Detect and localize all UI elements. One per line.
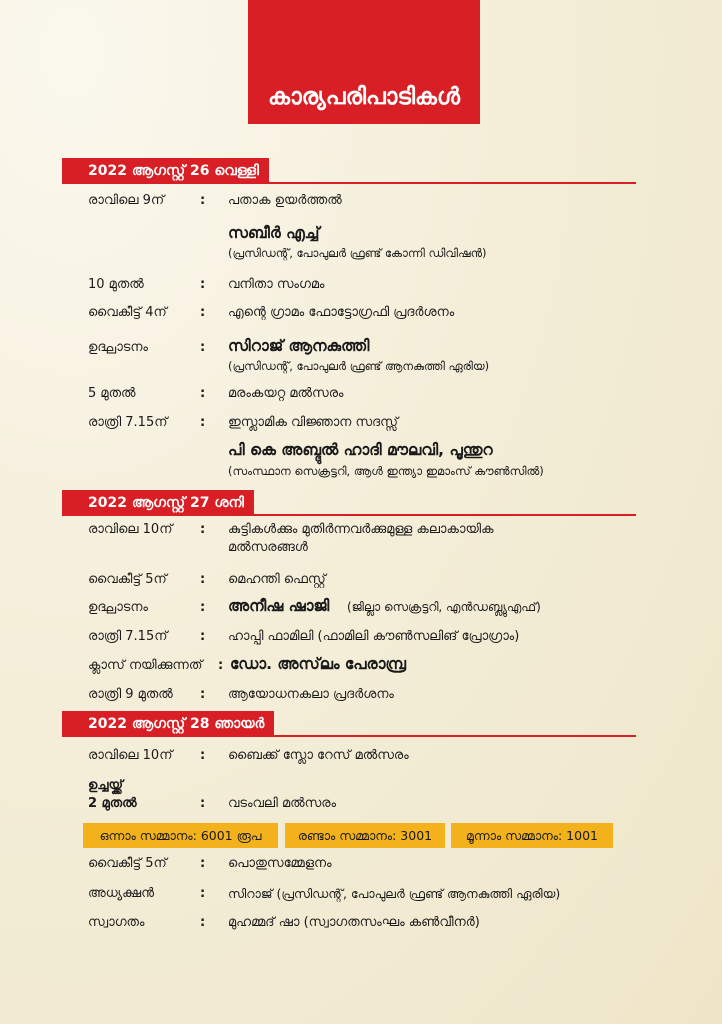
date-heading-day3: 2022 ആഗസ്റ്റ് 28 ഞായർ bbox=[62, 711, 274, 737]
separator: : bbox=[200, 277, 206, 292]
time-label: രാവിലെ 9ന് bbox=[88, 193, 165, 208]
page-title: കാര്യപരിപാടികൾ bbox=[268, 84, 460, 110]
time-label: 10 മുതൽ bbox=[88, 277, 144, 292]
event-desc: ആയോധനകലാ പ്രദർശനം bbox=[228, 687, 394, 702]
separator: : bbox=[200, 340, 206, 355]
divider bbox=[62, 514, 636, 516]
separator: : bbox=[200, 856, 206, 871]
time-label: വൈകീട്ട് 5ന് bbox=[88, 572, 167, 587]
time-label: 5 മുതൽ bbox=[88, 386, 136, 401]
guest-name: പി കെ അബ്ദുൽ ഹാദി മൗലവി, പൂന്തുറ bbox=[228, 441, 493, 459]
guest-name: ഡോ. അസ്‌ലം പേരാമ്പ്ര bbox=[230, 655, 406, 673]
separator: : bbox=[200, 796, 206, 811]
event-desc: മൽസരങ്ങൾ bbox=[228, 540, 308, 555]
event-desc: പതാക ഉയർത്തൽ bbox=[228, 193, 342, 208]
event-desc: എന്റെ ഗ്രാമം ഫോട്ടോഗ്രഫി പ്രദർശനം bbox=[228, 305, 455, 320]
time-label: രാത്രി 7.15ന് bbox=[88, 415, 168, 430]
guest-name: സിറാജ് ആനകുത്തി bbox=[228, 337, 370, 355]
event-desc: മരംകയറ്റ മൽസരം bbox=[228, 386, 344, 401]
event-desc: ബൈക്ക് സ്ലോ റേസ് മൽസരം bbox=[228, 748, 409, 763]
title-banner bbox=[248, 0, 480, 124]
time-label: 2 മുതൽ bbox=[88, 796, 137, 811]
separator: : bbox=[200, 687, 206, 702]
separator: : bbox=[200, 915, 206, 930]
prize-first: ഒന്നാം സമ്മാനം: 6001 രൂപ bbox=[83, 823, 278, 848]
separator: : bbox=[200, 748, 206, 763]
separator: : bbox=[200, 572, 206, 587]
event-desc: പൊതുസമ്മേളനം bbox=[228, 856, 332, 871]
separator: : bbox=[218, 658, 224, 673]
time-label: അധ്യക്ഷൻ bbox=[88, 886, 155, 901]
separator: : bbox=[200, 629, 206, 644]
prize-second: രണ്ടാം സമ്മാനം: 3001 bbox=[285, 823, 445, 848]
time-label: വൈകീട്ട് 5ന് bbox=[88, 856, 167, 871]
separator: : bbox=[200, 193, 206, 208]
event-desc: മുഹമ്മദ് ഷാ (സ്വാഗതസംഘം കൺവീനർ) bbox=[228, 915, 480, 930]
time-label: ഉദ്ഘാടനം bbox=[88, 600, 148, 615]
guest-role: (ജില്ലാ സെക്രട്ടറി, എൻഡബ്ല്യുഎഫ്) bbox=[347, 600, 541, 614]
separator: : bbox=[200, 305, 206, 320]
separator: : bbox=[200, 386, 206, 401]
time-label: രാത്രി 9 മുതൽ bbox=[88, 687, 173, 702]
time-label: രാവിലെ 10ന് bbox=[88, 522, 173, 537]
time-label: വൈകീട്ട് 4ന് bbox=[88, 305, 167, 320]
separator: : bbox=[200, 522, 206, 537]
date-heading-day1: 2022 ആഗസ്റ്റ് 26 വെള്ളി bbox=[62, 158, 269, 184]
time-label: ക്ലാസ് നയിക്കുന്നത് bbox=[88, 658, 203, 673]
separator: : bbox=[200, 886, 206, 901]
guest-role: (പ്രസിഡന്റ്, പോപുലർ ഫ്രണ്ട് കോന്നി ഡിവിഷൻ) bbox=[228, 246, 487, 260]
guest-role: (സംസ്ഥാന സെക്രട്ടറി, ആൾ ഇന്ത്യാ ഇമാംസ് കൗൺസിൽ) bbox=[228, 464, 544, 478]
event-desc: വനിതാ സംഗമം bbox=[228, 277, 325, 292]
divider bbox=[62, 735, 636, 737]
event-desc: കുട്ടികൾക്കും മുതിർന്നവർക്കുമുള്ള കലാകായിക bbox=[228, 522, 494, 537]
event-desc: ഹാപ്പി ഫാമിലി (ഫാമിലി കൗൺസലിങ് പ്രോഗ്രാം) bbox=[228, 629, 520, 644]
time-label: ഉച്ചയ്ക്ക് bbox=[88, 778, 123, 793]
guest-name: അനീഷ ഷാജി bbox=[228, 597, 330, 615]
separator: : bbox=[200, 415, 206, 430]
event-desc: വടംവലി മൽസരം bbox=[228, 796, 337, 811]
separator: : bbox=[200, 600, 206, 615]
divider bbox=[62, 182, 636, 184]
time-label: സ്വാഗതം bbox=[88, 915, 145, 930]
time-label: രാത്രി 7.15ന് bbox=[88, 629, 168, 644]
time-label: രാവിലെ 10ന് bbox=[88, 748, 173, 763]
prize-third: മൂന്നാം സമ്മാനം: 1001 bbox=[451, 823, 613, 848]
event-desc: സിറാജ് (പ്രസിഡന്റ്, പോപുലർ ഫ്രണ്ട് ആനകുത്തി ഏരിയ) bbox=[228, 886, 561, 901]
event-desc: മെഹന്തി ഫെസ്റ്റ് bbox=[228, 572, 326, 587]
guest-role: (പ്രസിഡന്റ്, പോപുലർ ഫ്രണ്ട് ആനകുത്തി ഏരിയ) bbox=[228, 359, 490, 373]
guest-name: സബീർ എച്ച് bbox=[228, 224, 320, 242]
time-label: ഉദ്ഘാടനം bbox=[88, 340, 148, 355]
date-heading-day2: 2022 ആഗസ്റ്റ് 27 ശനി bbox=[62, 490, 254, 516]
event-desc: ഇസ്ലാമിക വിജ്ഞാന സദസ്സ് bbox=[228, 415, 399, 430]
